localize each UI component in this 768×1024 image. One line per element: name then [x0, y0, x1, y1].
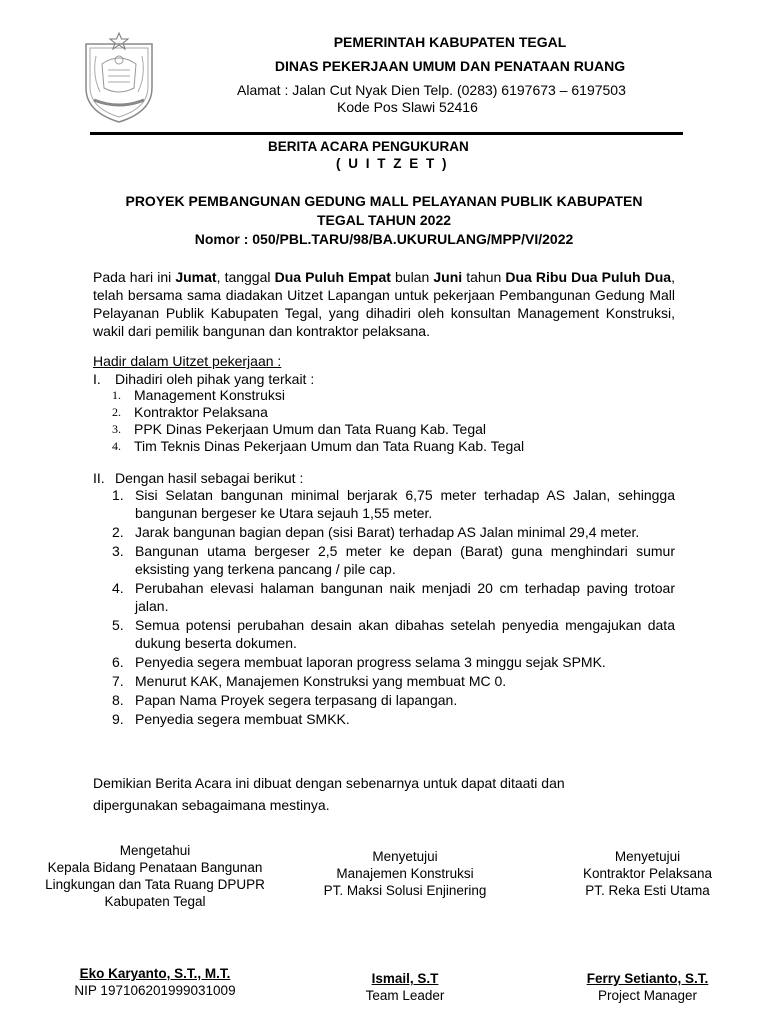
- signatory-role: Menyetujui: [614, 849, 681, 864]
- project-title-line2: TEGAL TAHUN 2022: [316, 212, 452, 228]
- item-text: Management Konstruksi: [134, 387, 285, 403]
- list-item: [112, 616, 675, 652]
- intro-text: bulan: [390, 269, 434, 285]
- list-item: [112, 710, 675, 728]
- signatory-position: Kontraktor Pelaksana: [582, 866, 713, 881]
- item-text: PPK Dinas Pekerjaan Umum dan Tata Ruang Kab. Tegal: [134, 421, 487, 437]
- attendance-section: [93, 370, 314, 388]
- document-title-main: BERITA ACARA PENGUKURAN: [268, 139, 469, 154]
- signatory-block-dpupr: [30, 842, 280, 910]
- intro-text: , tanggal: [216, 269, 275, 285]
- item-number: 8.: [112, 692, 124, 708]
- item-text: Menurut KAK, Manajemen Konstruksi yang membuat MC 0.: [135, 673, 507, 689]
- kabupaten-tegal-emblem-icon: [80, 30, 158, 125]
- item-text: Jarak bangunan bagian depan (sisi Barat) terhadap AS Jalan minimal 29,4 meter.: [135, 524, 640, 540]
- item-text: Sisi Selatan bangunan minimal berjarak 6,75 meter terhadap AS Jalan, sehingga bangunan bergeser ke Utara sejauh 1,55 meter.: [135, 487, 675, 521]
- item-text: Kontraktor Pelaksana: [134, 404, 268, 420]
- attendance-heading: Hadir dalam Uitzet pekerjaan :: [93, 353, 282, 369]
- intro-day: Jumat: [175, 269, 217, 285]
- letterhead-department: DINAS PEKERJAAN UMUM DAN PENATAAN RUANG: [274, 58, 626, 74]
- project-title-line1: PROYEK PEMBANGUNAN GEDUNG MALL PELAYANAN PUBLIK KABUPATEN: [125, 193, 643, 209]
- section-number: II.: [93, 470, 105, 486]
- item-number: 2.: [112, 524, 124, 540]
- list-item: [112, 579, 675, 615]
- item-text: Tim Teknis Dinas Pekerjaan Umum dan Tata Ruang Kab. Tegal: [134, 438, 525, 454]
- list-item: [112, 672, 675, 690]
- signatory-role: Mengetahui: [119, 843, 191, 858]
- signatory-block-mk: [305, 848, 505, 899]
- signatory-id: NIP 197106201999031009: [74, 983, 236, 998]
- section-label: Dengan hasil sebagai berikut :: [115, 470, 304, 486]
- document-title-sub: ( U I T Z E T ): [336, 156, 449, 171]
- intro-text: , telah bersama sama diadakan Uitzet Lapangan untuk pekerjaan Pembangunan Gedung Mall Pelayanan Publik Kabupaten Tegal, yang dihadiri oleh konsultan Management Konstruksi, wakil dari pemilik bangunan dan kontraktor pelaksana.: [93, 269, 675, 339]
- signature-name-contractor: [555, 970, 740, 1004]
- item-text: Perubahan elevasi halaman bangunan naik menjadi 20 cm terhadap paving trotoar jalan.: [135, 580, 675, 614]
- closing-paragraph: Demikian Berita Acara ini dibuat dengan sebenarnya untuk dapat ditaati dan dipergunakan sebagaimana mestinya.: [93, 775, 565, 813]
- signatory-name: Ismail, S.T: [371, 971, 439, 986]
- signatory-name: Eko Karyanto, S.T., M.T.: [79, 966, 231, 981]
- intro-date: Dua Puluh Empat: [274, 269, 391, 285]
- item-number: 9.: [112, 711, 124, 727]
- intro-text: Pada hari ini: [93, 269, 176, 285]
- document-number: Nomor : 050/PBL.TARU/98/BA.UKURULANG/MPP/VI/2022: [194, 231, 574, 247]
- letterhead-government: PEMERINTAH KABUPATEN TEGAL: [333, 34, 567, 50]
- results-list: [112, 486, 675, 729]
- item-number: 5.: [112, 617, 124, 633]
- item-number: 3.: [112, 422, 121, 436]
- item-text: Semua potensi perubahan desain akan dibahas setelah penyedia mengajukan data dukung beserta dokumen.: [135, 617, 675, 651]
- attendee-list: [112, 387, 524, 455]
- list-item: [112, 691, 675, 709]
- intro-text: tahun: [462, 269, 506, 285]
- intro-month: Juni: [433, 269, 463, 285]
- list-item: [112, 387, 524, 404]
- item-text: Papan Nama Proyek segera terpasang di lapangan.: [135, 692, 458, 708]
- item-number: 1.: [112, 388, 121, 402]
- letterhead-address: [237, 82, 626, 116]
- list-item: [112, 542, 675, 578]
- signatory-organization: PT. Maksi Solusi Enjinering: [323, 883, 487, 898]
- item-number: 3.: [112, 543, 124, 559]
- list-item: [112, 486, 675, 522]
- signatory-position: Kepala Bidang Penataan Bangunan: [47, 860, 263, 875]
- list-item: [112, 523, 675, 541]
- list-item: [112, 653, 675, 671]
- intro-year: Dua Ribu Dua Puluh Dua: [505, 269, 672, 285]
- section-label: Dihadiri oleh pihak yang terkait :: [115, 371, 315, 387]
- signatory-name: Ferry Setianto, S.T.: [586, 971, 709, 986]
- item-number: 4.: [112, 439, 121, 453]
- item-number: 6.: [112, 654, 124, 670]
- signatory-role: Menyetujui: [372, 849, 438, 864]
- list-item: [112, 404, 524, 421]
- signatory-title: Team Leader: [365, 988, 445, 1003]
- list-item: [112, 421, 524, 438]
- signatory-position: Manajemen Konstruksi: [336, 866, 474, 881]
- signatory-organization: Kabupaten Tegal: [104, 894, 206, 909]
- item-number: 2.: [112, 405, 121, 419]
- letterhead-divider: [90, 132, 683, 135]
- section-number: I.: [93, 371, 101, 387]
- item-text: Bangunan utama bergeser 2,5 meter ke depan (Barat) guna menghindari sumur eksisting yang terkena pancang / pile cap.: [135, 543, 675, 577]
- postal-code-line: Kode Pos Slawi 52416: [337, 99, 478, 115]
- signatory-position: Lingkungan dan Tata Ruang DPUPR: [45, 877, 265, 892]
- signatory-title: Project Manager: [597, 988, 698, 1003]
- intro-paragraph: [93, 268, 675, 340]
- item-text: Penyedia segera membuat laporan progress selama 3 minggu sejak SPMK.: [135, 654, 606, 670]
- signatory-organization: PT. Reka Esti Utama: [585, 883, 710, 898]
- document-title: [268, 138, 469, 172]
- item-number: 7.: [112, 673, 124, 689]
- item-number: 1.: [112, 487, 124, 503]
- signature-name-dpupr: [30, 965, 280, 999]
- results-section: [93, 469, 303, 487]
- signatory-block-contractor: [555, 848, 740, 899]
- signature-name-mk: [305, 970, 505, 1004]
- project-heading: [92, 192, 676, 249]
- item-number: 4.: [112, 580, 124, 596]
- list-item: [112, 438, 524, 455]
- address-line: Alamat : Jalan Cut Nyak Dien Telp. (0283) 6197673 – 6197503: [237, 82, 626, 98]
- item-text: Penyedia segera membuat SMKK.: [135, 711, 350, 727]
